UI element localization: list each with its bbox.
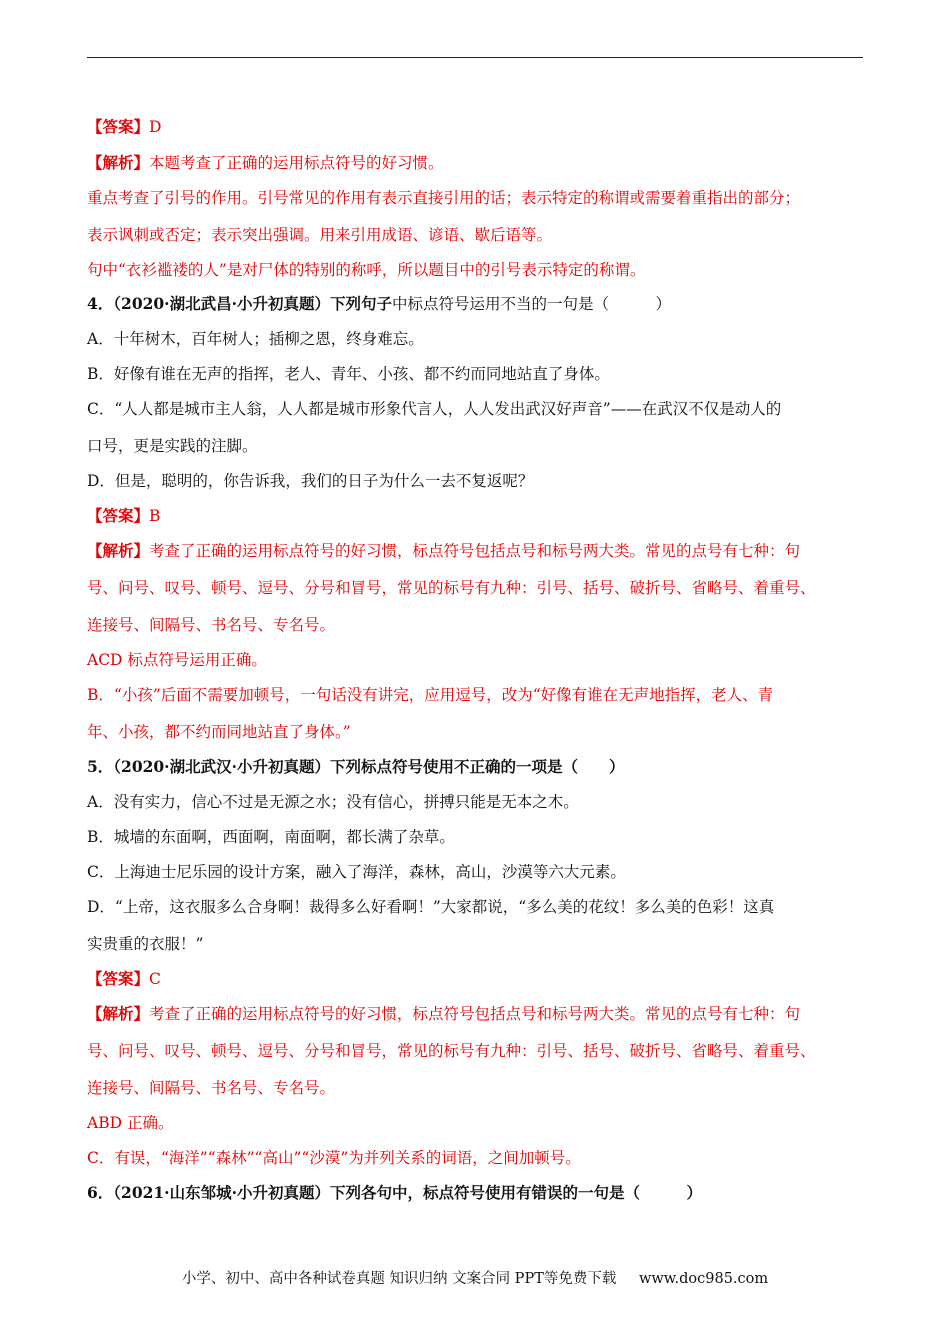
analysis-line <box>87 722 867 742</box>
option-line: D．“上帝，这衣服多么合身啊！裁得多么好看啊！”大家都说，“多么美的花纹！多么美的色彩！这真 <box>87 898 775 916</box>
analysis-line <box>87 685 867 705</box>
answer-line <box>87 1004 867 1024</box>
option-line: 实贵重的衣服！” <box>87 935 204 953</box>
analysis-line <box>87 615 867 635</box>
question-stem-rest: 中标点符号运用不当的一句是（ ） <box>391 295 671 313</box>
footer-text: 小学、初中、高中各种试卷真题 知识归纳 文案合同 PPT等免费下载 <box>181 1271 617 1287</box>
question-stem: 4．（2020·湖北武昌·小升初真题）下列句子 <box>87 294 392 313</box>
answer-line <box>87 969 867 989</box>
page-footer <box>0 1267 950 1288</box>
answer-tag: 【答案】 <box>87 969 150 988</box>
analysis-line <box>87 260 867 280</box>
answer-text: 号、问号、叹号、顿号、逗号、分号和冒号，常见的标号有九种：引号、括号、破折号、省略号、着重号、 <box>87 579 816 597</box>
option-line: C．上海迪士尼乐园的设计方案，融入了海洋，森林，高山，沙漠等六大元素。 <box>87 863 626 881</box>
analysis-line <box>87 1078 867 1098</box>
answer-text: 号、问号、叹号、顿号、逗号、分号和冒号，常见的标号有九种：引号、括号、破折号、省略号、着重号、 <box>87 1042 816 1060</box>
answer-text: 表示讽刺或否定；表示突出强调。用来引用成语、谚语、歇后语等。 <box>87 226 553 244</box>
answer-tag: 【解析】 <box>87 153 150 172</box>
answer-tag: 【解析】 <box>87 541 150 560</box>
option-line: A．十年树木，百年树人；插柳之恩，终身难忘。 <box>87 330 424 348</box>
answer-line <box>87 506 867 526</box>
answer-text: ACD 标点符号运用正确。 <box>87 651 267 669</box>
answer-line <box>87 541 867 561</box>
answer-text: 连接号、间隔号、书名号、专名号。 <box>87 1079 336 1097</box>
option-line: C．“人人都是城市主人翁，人人都是城市形象代言人，人人发出武汉好声音”——在武汉不仅是动人的 <box>87 400 782 418</box>
option-line: D．但是，聪明的，你告诉我，我们的日子为什么一去不复返呢？ <box>87 472 534 490</box>
question-stem: 5．（2020·湖北武汉·小升初真题）下列标点符号使用不正确的一项是（ ） <box>87 757 625 776</box>
answer-text: 年、小孩，都不约而同地站直了身体。” <box>87 723 351 741</box>
option-line: 口号，更是实践的注脚。 <box>87 437 258 455</box>
analysis-line <box>87 650 867 670</box>
answer-tag: 【答案】 <box>87 117 150 136</box>
analysis-line <box>87 188 867 208</box>
answer-text: B．“小孩”后面不需要加顿号，一句话没有讲完，应用逗号，改为“好像有谁在无声地指挥，老人、青 <box>87 686 774 704</box>
option-line: A．没有实力，信心不过是无源之水；没有信心，拼搏只能是无本之木。 <box>87 793 579 811</box>
footer-url[interactable]: www.doc985.com <box>638 1271 769 1287</box>
answer-text: 考查了正确的运用标点符号的好习惯，标点符号包括点号和标号两大类。常见的点号有七种：句 <box>149 1005 801 1023</box>
answer-text: 本题考查了正确的运用标点符号的好习惯。 <box>149 154 444 172</box>
analysis-line <box>87 578 867 598</box>
analysis-line <box>87 225 867 245</box>
option-line: B．城墙的东面啊，西面啊，南面啊，都长满了杂草。 <box>87 828 455 846</box>
answer-text: C．有误，“海洋”“森林”“高山”“沙漠”为并列关系的词语，之间加顿号。 <box>87 1149 581 1167</box>
question-line <box>87 1183 867 1203</box>
answer-text: 重点考查了引号的作用。引号常见的作用有表示直接引用的话；表示特定的称谓或需要着重指出的部分； <box>87 189 801 207</box>
answer-tag: 【解析】 <box>87 1004 150 1023</box>
analysis-line <box>87 1113 867 1133</box>
analysis-line <box>87 1041 867 1061</box>
analysis-line <box>87 1148 867 1168</box>
answer-line <box>87 117 867 137</box>
option-line: B．好像有谁在无声的指挥，老人、青年、小孩、都不约而同地站直了身体。 <box>87 365 610 383</box>
answer-line <box>87 153 867 173</box>
question-line <box>87 757 867 777</box>
answer-tag: 【答案】 <box>87 506 150 525</box>
answer-text: D <box>149 118 162 136</box>
answer-text: 考查了正确的运用标点符号的好习惯，标点符号包括点号和标号两大类。常见的点号有七种：句 <box>149 542 801 560</box>
header-rule <box>87 57 863 58</box>
answer-text: C <box>149 970 161 988</box>
question-line <box>87 294 867 314</box>
answer-text: 句中“衣衫褴褛的人”是对尸体的特别的称呼，所以题目中的引号表示特定的称谓。 <box>87 261 646 279</box>
answer-text: ABD 正确。 <box>87 1114 174 1132</box>
answer-text: B <box>149 507 161 525</box>
question-stem: 6．（2021·山东邹城·小升初真题）下列各句中，标点符号使用有错误的一句是（ ） <box>87 1183 702 1202</box>
answer-text: 连接号、间隔号、书名号、专名号。 <box>87 616 336 634</box>
